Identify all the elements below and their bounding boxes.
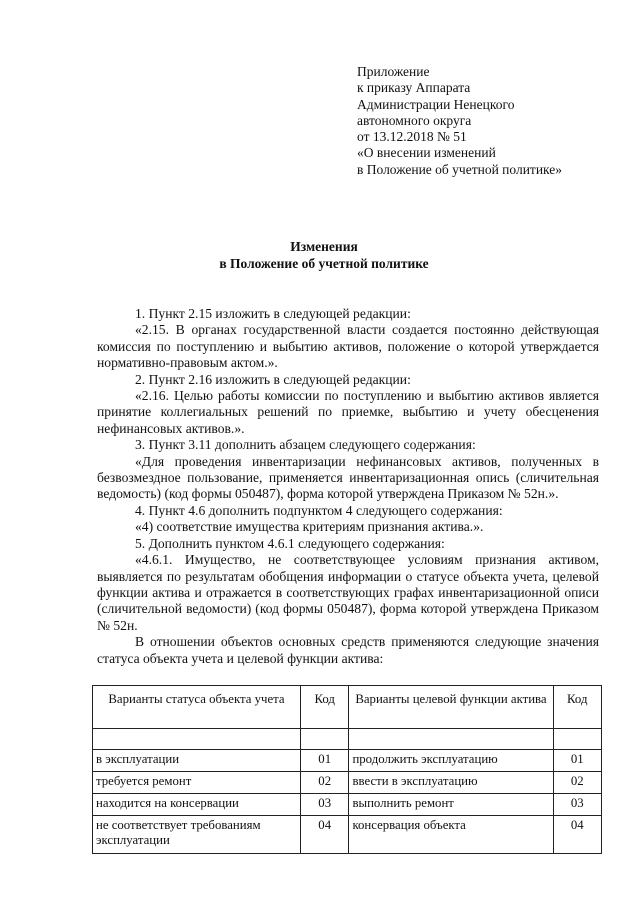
code-cell: 04: [553, 816, 602, 854]
status-table: [92, 685, 602, 854]
appendix-line: к приказу Аппарата: [357, 80, 471, 96]
function-cell: продолжить эксплуатацию: [349, 750, 553, 772]
table-row: [93, 772, 602, 794]
paragraph-4: «2.16. Целью работы комиссии по поступлению и выбытию активов является принятие коллегиальных решений по приемке, выбытию и учету обесценения нефинансовых активов.».: [97, 388, 599, 436]
status-cell: в эксплуатации: [93, 750, 301, 772]
table-header-row: [93, 686, 602, 729]
function-cell: выполнить ремонт: [349, 794, 553, 816]
code-cell: 01: [553, 750, 602, 772]
paragraph-2: «2.15. В органах государственной власти создается постоянно действующая комиссия по поступлению и выбытию активов, положение о которой утверждается нормативно-правовым актом.».: [97, 322, 599, 371]
code-cell: 02: [300, 772, 348, 794]
paragraph-7: 4. Пункт 4.6 дополнить подпунктом 4 следующего содержания:: [135, 502, 503, 518]
code-cell: 03: [553, 794, 602, 816]
appendix-line: Приложение: [357, 64, 430, 79]
code-cell: 02: [553, 772, 602, 794]
code-cell: 03: [300, 794, 348, 816]
appendix-line: от 13.12.2018 № 51: [357, 129, 467, 145]
spacer-cell: [93, 729, 301, 750]
table-row: [93, 794, 602, 816]
paragraph-11: В отношении объектов основных средств применяются следующие значения статуса объекта учета и целевой функции актива:: [97, 634, 599, 666]
paragraph-5: 3. Пункт 3.11 дополнить абзацем следующего содержания:: [135, 437, 476, 453]
appendix-line: Администрации Ненецкого: [357, 96, 515, 112]
paragraph-8: «4) соответствие имущества критериям признания актива.».: [135, 519, 484, 535]
code-cell: 04: [300, 816, 348, 854]
paragraph-9: 5. Дополнить пунктом 4.6.1 следующего содержания:: [135, 535, 445, 551]
appendix-line: в Положение об учетной политике»: [357, 161, 563, 177]
paragraph-10: «4.6.1. Имущество, не соответствующее условиям признания активом, выявляется по результатам обобщения информации о статусе объекта учета, целевой функции актива и отражается в соответствующих графах инвентаризационной описи (сличительной ведомости) (код формы 050487), форма которой утверждена Приказом № 52н.: [97, 552, 599, 633]
header-status: Варианты статуса объекта учета: [93, 686, 301, 729]
spacer-cell: [553, 729, 602, 750]
table-spacer-row: [93, 729, 602, 750]
header-function: Варианты целевой функции актива: [349, 686, 553, 729]
appendix-block: [357, 64, 617, 178]
spacer-cell: [300, 729, 348, 750]
function-cell: консервация объекта: [349, 816, 553, 854]
status-cell: требуется ремонт: [93, 772, 301, 794]
paragraph-6: «Для проведения инвентаризации нефинансовых активов, полученных в безвозмездное пользование, применяется инвентаризационная опись (сличительная ведомость) (код формы 050487), форма которой утверждена Приказом № 52н.».: [97, 453, 599, 502]
status-cell: находится на консервации: [93, 794, 301, 816]
appendix-line: автономного округа: [357, 112, 472, 128]
table-row: [93, 750, 602, 772]
code-cell: 01: [300, 750, 348, 772]
paragraph-1: 1. Пункт 2.15 изложить в следующей редакции:: [135, 306, 411, 321]
table-row: [93, 816, 602, 854]
spacer-cell: [349, 729, 553, 750]
paragraph-3: 2. Пункт 2.16 изложить в следующей редакции:: [135, 371, 411, 387]
document-body: [97, 306, 599, 667]
status-cell: не соответствует требованиям эксплуатации: [93, 816, 301, 854]
header-code-2: Код: [553, 686, 602, 729]
function-cell: ввести в эксплуатацию: [349, 772, 553, 794]
document-subtitle: в Положение об учетной политике: [219, 256, 429, 271]
header-code-1: Код: [300, 686, 348, 729]
appendix-line: «О внесении изменений: [357, 145, 496, 161]
document-title: Изменения: [290, 239, 358, 254]
